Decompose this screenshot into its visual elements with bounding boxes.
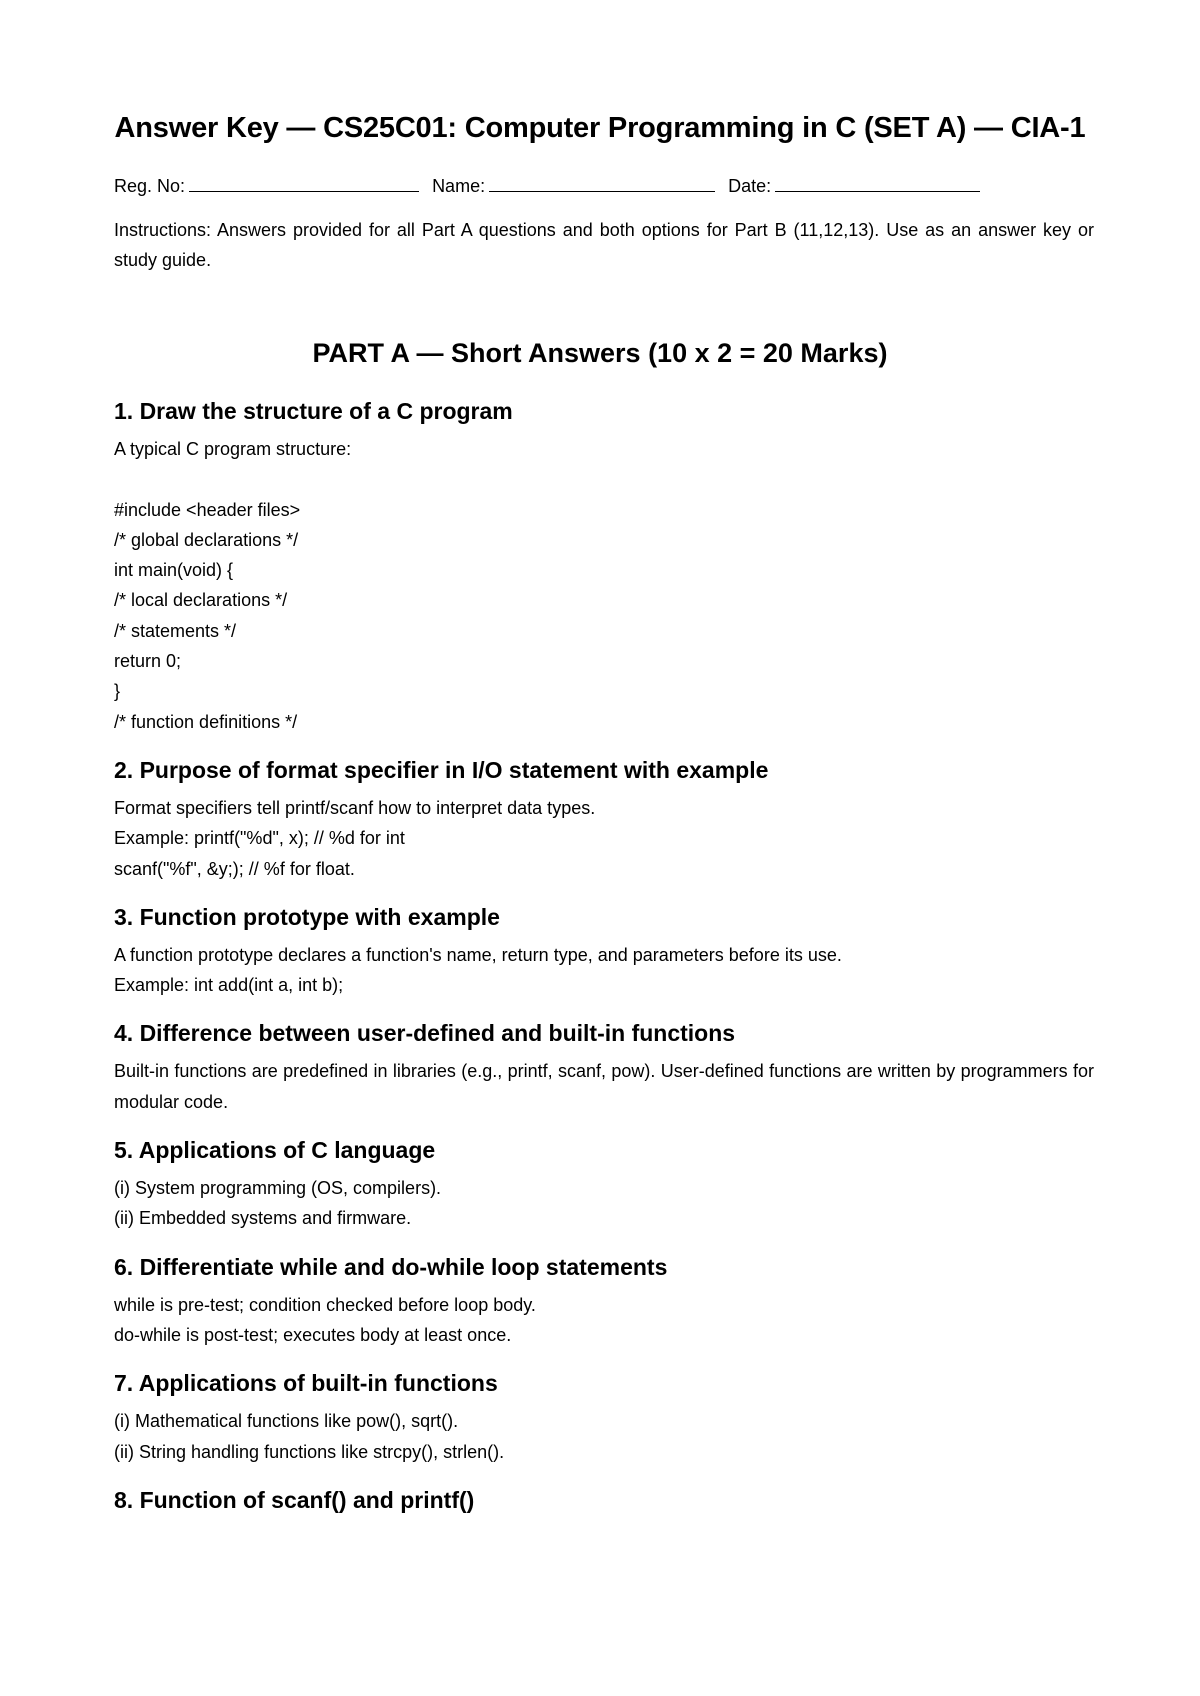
question-heading: 6. Differentiate while and do-while loop statements — [114, 1253, 668, 1280]
answer-line: A typical C program structure: — [114, 439, 352, 459]
answer-line: (ii) String handling functions like strcpy(), strlen(). — [114, 1441, 505, 1462]
answer-line: (i) System programming (OS, compilers). — [114, 1178, 442, 1199]
answer-line: A function prototype declares a function's name, return type, and parameters before its use. — [114, 944, 842, 965]
question-3 — [114, 902, 1094, 1001]
question-answer — [114, 434, 1094, 737]
reg-no-blank — [189, 173, 419, 192]
answer-line: /* global declarations */ — [114, 529, 299, 550]
answer-line: Example: printf("%d", x); // %d for int — [114, 828, 405, 849]
answer-line: return 0; — [114, 651, 182, 672]
answer-line: scanf("%f", &y;); // %f for float. — [114, 858, 355, 879]
document-title: Answer Key — CS25C01: Computer Programming in C (SET A) — CIA-1 — [114, 112, 1086, 144]
name-label: Name: — [432, 176, 486, 196]
answer-line: /* function definitions */ — [114, 711, 298, 732]
question-4 — [114, 1018, 1094, 1117]
answer-line: int main(void) { — [114, 560, 234, 581]
answer-line: } — [114, 681, 121, 702]
question-heading: 1. Draw the structure of a C program — [114, 398, 513, 424]
question-heading: 3. Function prototype with example — [114, 903, 500, 930]
date-blank — [775, 173, 980, 192]
answer-line: (ii) Embedded systems and firmware. — [114, 1208, 412, 1229]
answer-line: #include <header files> — [114, 499, 301, 520]
answer-line: Example: int add(int a, int b); — [114, 975, 344, 996]
answer-line: do-while is post-test; executes body at least once. — [114, 1324, 512, 1345]
question-heading: 5. Applications of C language — [114, 1137, 436, 1164]
question-heading: 4. Difference between user-defined and built-in functions — [114, 1020, 736, 1047]
part-a-heading: PART A — Short Answers (10 x 2 = 20 Marks) — [312, 338, 888, 368]
question-answer — [114, 1290, 1094, 1351]
answer-line — [114, 464, 1094, 494]
reg-no-label: Reg. No: — [114, 176, 186, 196]
instructions-text: Instructions: Answers provided for all Part A questions and both options for Part B (11,12,13). Use as an answer key or study guide. — [114, 220, 1094, 270]
answer-line: /* local declarations */ — [114, 590, 288, 611]
question-answer — [114, 940, 1094, 1001]
part-a-questions — [114, 396, 1094, 1533]
question-heading: 8. Function of scanf() and printf() — [114, 1486, 475, 1513]
question-heading: 2. Purpose of format specifier in I/O statement with example — [114, 756, 769, 783]
student-info-fields — [114, 173, 980, 197]
date-label: Date: — [728, 176, 772, 196]
question-5 — [114, 1135, 1094, 1234]
question-answer: Built-in functions are predefined in libraries (e.g., printf, scanf, pow). User-defined functions are written by programmers for modular code. — [114, 1061, 1094, 1112]
answer-line: (i) Mathematical functions like pow(), sqrt(). — [114, 1411, 459, 1432]
question-1 — [114, 396, 1094, 737]
question-7 — [114, 1368, 1094, 1467]
question-8 — [114, 1485, 1094, 1515]
question-answer — [114, 1173, 1094, 1234]
question-6 — [114, 1252, 1094, 1351]
name-blank — [489, 173, 715, 192]
question-heading: 7. Applications of built-in functions — [114, 1370, 498, 1397]
answer-line: Format specifiers tell printf/scanf how to interpret data types. — [114, 797, 596, 818]
question-answer — [114, 793, 1094, 884]
answer-line: /* statements */ — [114, 620, 237, 641]
question-answer — [114, 1406, 1094, 1467]
question-2 — [114, 755, 1094, 884]
answer-line: while is pre-test; condition checked before loop body. — [114, 1294, 536, 1315]
